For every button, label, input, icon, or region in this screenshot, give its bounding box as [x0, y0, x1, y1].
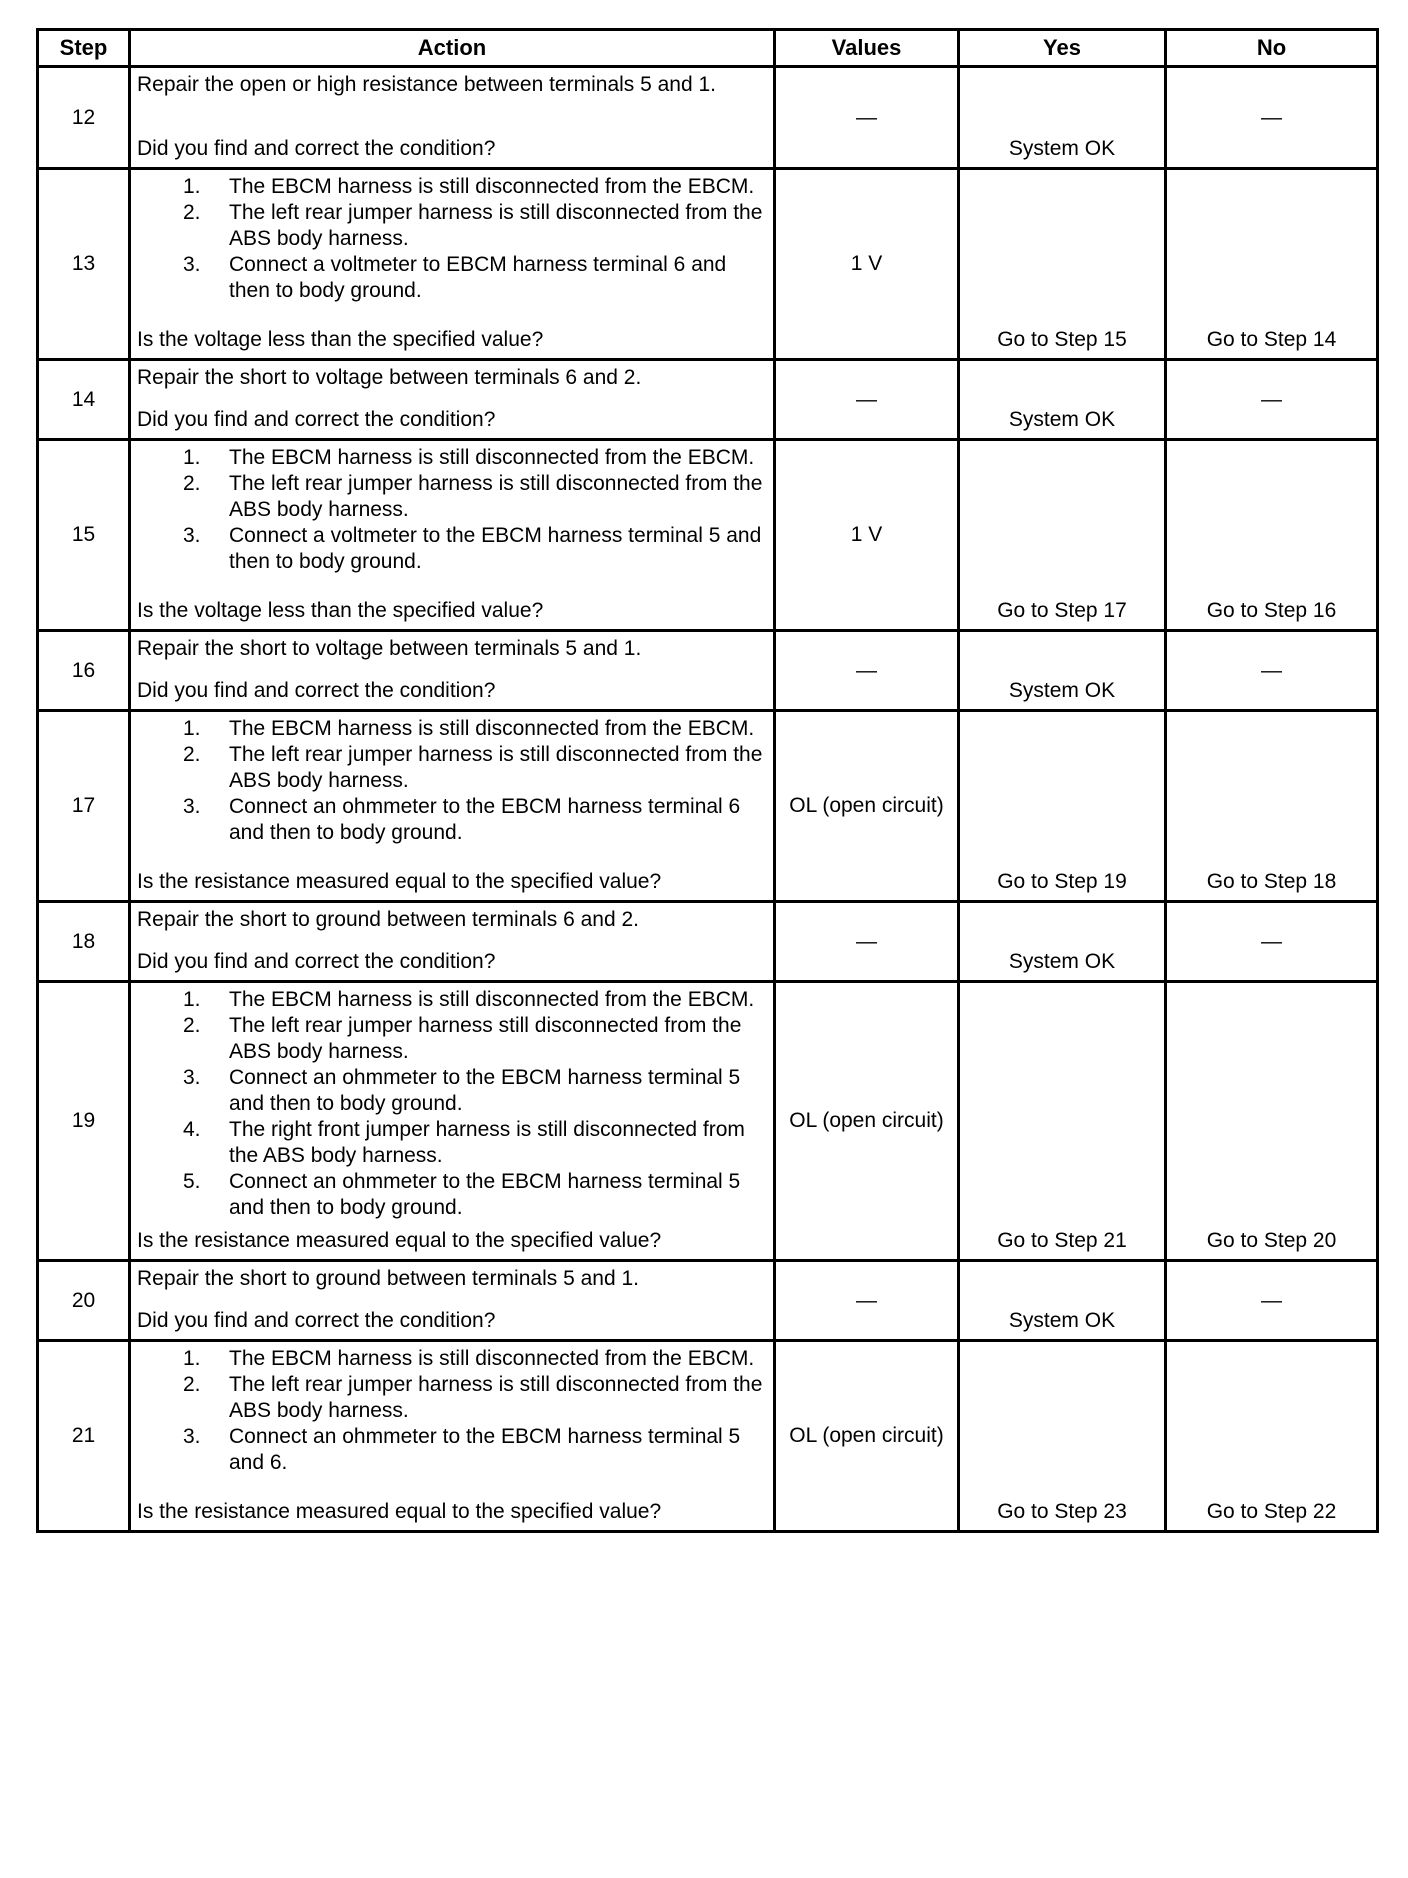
action-steps-list	[137, 1346, 767, 1476]
list-item-text: The left rear jumper harness is still disconnected from the ABS body harness.	[229, 743, 763, 792]
no-outcome: —	[1166, 360, 1378, 440]
list-item	[137, 1065, 767, 1117]
specified-value: 1 V	[775, 440, 959, 631]
specified-value: OL (open circuit)	[775, 982, 959, 1261]
yes-outcome: Go to Step 15	[959, 169, 1166, 360]
list-item-text: Connect a voltmeter to the EBCM harness terminal 5 and then to body ground.	[229, 524, 762, 573]
list-item-number: 3.	[183, 524, 201, 547]
step-number: 20	[38, 1261, 130, 1341]
list-item-text: The left rear jumper harness is still disconnected from the ABS body harness.	[229, 1373, 763, 1422]
list-item-number: 2.	[183, 1014, 201, 1037]
list-item	[137, 716, 767, 742]
yes-outcome: System OK	[959, 902, 1166, 982]
list-item-text: The EBCM harness is still disconnected from the EBCM.	[229, 717, 755, 740]
action-cell	[130, 631, 775, 711]
header-no: No	[1166, 30, 1378, 67]
list-item	[137, 794, 767, 846]
table-row	[38, 1261, 1378, 1341]
action-cell	[130, 169, 775, 360]
action-steps-list	[137, 987, 767, 1221]
diagnostic-table-page	[36, 28, 1376, 1533]
specified-value: —	[775, 631, 959, 711]
list-item-text: Connect an ohmmeter to the EBCM harness terminal 5 and 6.	[229, 1425, 741, 1474]
no-outcome: —	[1166, 902, 1378, 982]
list-item-text: The EBCM harness is still disconnected from the EBCM.	[229, 175, 755, 198]
table-row	[38, 982, 1378, 1261]
action-question: Did you find and correct the condition?	[137, 408, 496, 431]
action-question: Is the voltage less than the specified value?	[137, 328, 544, 351]
action-steps-list	[137, 445, 767, 575]
action-cell	[130, 360, 775, 440]
list-item	[137, 1117, 767, 1169]
action-cell	[130, 902, 775, 982]
table-row	[38, 440, 1378, 631]
list-item-number: 1.	[183, 988, 201, 1011]
action-question: Is the resistance measured equal to the specified value?	[137, 1229, 662, 1252]
step-number: 14	[38, 360, 130, 440]
specified-value: —	[775, 360, 959, 440]
header-values: Values	[775, 30, 959, 67]
list-item-number: 5.	[183, 1170, 201, 1193]
action-cell	[130, 1341, 775, 1532]
list-item-number: 2.	[183, 1373, 201, 1396]
list-item	[137, 987, 767, 1013]
yes-outcome: Go to Step 17	[959, 440, 1166, 631]
list-item	[137, 445, 767, 471]
list-item	[137, 523, 767, 575]
action-cell	[130, 711, 775, 902]
no-outcome: Go to Step 22	[1166, 1341, 1378, 1532]
list-item-text: The EBCM harness is still disconnected from the EBCM.	[229, 1347, 755, 1370]
yes-outcome: System OK	[959, 67, 1166, 169]
table-row	[38, 360, 1378, 440]
list-item-text: Connect an ohmmeter to the EBCM harness terminal 6 and then to body ground.	[229, 795, 741, 844]
list-item-text: The left rear jumper harness still disconnected from the ABS body harness.	[229, 1014, 742, 1063]
list-item-text: The EBCM harness is still disconnected from the EBCM.	[229, 988, 755, 1011]
yes-outcome: System OK	[959, 360, 1166, 440]
specified-value: OL (open circuit)	[775, 711, 959, 902]
action-cell	[130, 440, 775, 631]
action-instruction: Repair the short to ground between terminals 6 and 2.	[137, 908, 639, 931]
yes-outcome: System OK	[959, 1261, 1166, 1341]
diagnostic-table	[36, 28, 1379, 1533]
list-item-number: 1.	[183, 717, 201, 740]
no-outcome: —	[1166, 67, 1378, 169]
action-question: Did you find and correct the condition?	[137, 1309, 496, 1332]
yes-outcome: Go to Step 21	[959, 982, 1166, 1261]
list-item-number: 1.	[183, 1347, 201, 1370]
list-item-number: 3.	[183, 253, 201, 276]
no-outcome: Go to Step 16	[1166, 440, 1378, 631]
action-question: Is the voltage less than the specified value?	[137, 599, 544, 622]
specified-value: —	[775, 67, 959, 169]
action-instruction: Repair the short to voltage between terminals 5 and 1.	[137, 637, 642, 660]
action-cell	[130, 1261, 775, 1341]
step-number: 13	[38, 169, 130, 360]
specified-value: OL (open circuit)	[775, 1341, 959, 1532]
table-row	[38, 631, 1378, 711]
step-number: 12	[38, 67, 130, 169]
list-item-number: 2.	[183, 201, 201, 224]
list-item-number: 1.	[183, 446, 201, 469]
table-row	[38, 169, 1378, 360]
list-item	[137, 1169, 767, 1221]
list-item-number: 3.	[183, 795, 201, 818]
action-steps-list	[137, 174, 767, 304]
table-row	[38, 67, 1378, 169]
list-item-text: The left rear jumper harness is still disconnected from the ABS body harness.	[229, 201, 763, 250]
action-question: Did you find and correct the condition?	[137, 137, 496, 160]
list-item-text: The right front jumper harness is still disconnected from the ABS body harness.	[229, 1118, 745, 1167]
action-question: Is the resistance measured equal to the specified value?	[137, 870, 662, 893]
step-number: 21	[38, 1341, 130, 1532]
no-outcome: —	[1166, 631, 1378, 711]
step-number: 15	[38, 440, 130, 631]
header-action: Action	[130, 30, 775, 67]
list-item-text: The left rear jumper harness is still disconnected from the ABS body harness.	[229, 472, 763, 521]
no-outcome: Go to Step 18	[1166, 711, 1378, 902]
no-outcome: Go to Step 14	[1166, 169, 1378, 360]
list-item	[137, 1346, 767, 1372]
list-item-number: 3.	[183, 1425, 201, 1448]
table-row	[38, 1341, 1378, 1532]
list-item	[137, 742, 767, 794]
specified-value: —	[775, 902, 959, 982]
specified-value: —	[775, 1261, 959, 1341]
list-item-number: 3.	[183, 1066, 201, 1089]
action-question: Did you find and correct the condition?	[137, 950, 496, 973]
step-number: 19	[38, 982, 130, 1261]
action-instruction: Repair the short to ground between terminals 5 and 1.	[137, 1267, 639, 1290]
list-item	[137, 1424, 767, 1476]
table-row	[38, 711, 1378, 902]
action-instruction: Repair the open or high resistance between terminals 5 and 1.	[137, 73, 717, 96]
action-instruction: Repair the short to voltage between terminals 6 and 2.	[137, 366, 642, 389]
list-item	[137, 1372, 767, 1424]
specified-value: 1 V	[775, 169, 959, 360]
list-item-text: Connect a voltmeter to EBCM harness terminal 6 and then to body ground.	[229, 253, 727, 302]
action-cell	[130, 67, 775, 169]
table-body	[38, 67, 1378, 1532]
table-header-row	[38, 30, 1378, 67]
step-number: 17	[38, 711, 130, 902]
action-cell	[130, 982, 775, 1261]
list-item	[137, 174, 767, 200]
list-item	[137, 252, 767, 304]
list-item	[137, 200, 767, 252]
yes-outcome: Go to Step 23	[959, 1341, 1166, 1532]
action-question: Did you find and correct the condition?	[137, 679, 496, 702]
list-item	[137, 1013, 767, 1065]
list-item-number: 2.	[183, 743, 201, 766]
list-item-number: 4.	[183, 1118, 201, 1141]
list-item-number: 1.	[183, 175, 201, 198]
action-steps-list	[137, 716, 767, 846]
list-item-text: The EBCM harness is still disconnected from the EBCM.	[229, 446, 755, 469]
table-row	[38, 902, 1378, 982]
list-item-number: 2.	[183, 472, 201, 495]
no-outcome: Go to Step 20	[1166, 982, 1378, 1261]
header-step: Step	[38, 30, 130, 67]
header-yes: Yes	[959, 30, 1166, 67]
list-item	[137, 471, 767, 523]
yes-outcome: Go to Step 19	[959, 711, 1166, 902]
action-question: Is the resistance measured equal to the specified value?	[137, 1500, 662, 1523]
step-number: 18	[38, 902, 130, 982]
list-item-text: Connect an ohmmeter to the EBCM harness terminal 5 and then to body ground.	[229, 1066, 741, 1115]
step-number: 16	[38, 631, 130, 711]
list-item-text: Connect an ohmmeter to the EBCM harness terminal 5 and then to body ground.	[229, 1170, 741, 1219]
yes-outcome: System OK	[959, 631, 1166, 711]
no-outcome: —	[1166, 1261, 1378, 1341]
